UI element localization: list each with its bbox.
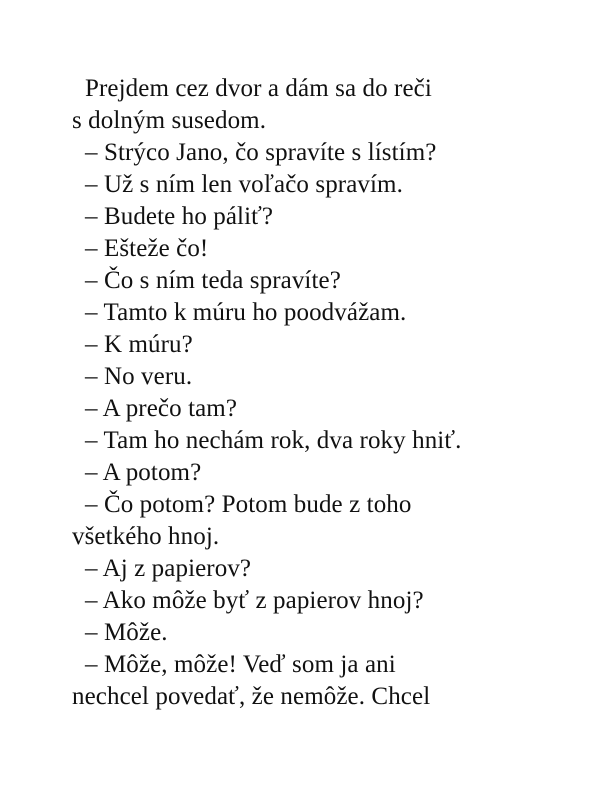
text-line: – Tam ho nechám rok, dva roky hniť. xyxy=(85,427,462,454)
text-line: – Strýco Jano, čo spravíte s lístím? xyxy=(85,139,437,166)
text-line: – Budete ho páliť? xyxy=(85,203,274,230)
text-line: – Čo s ním teda spravíte? xyxy=(85,267,341,294)
text-line: – Ešteže čo! xyxy=(85,235,209,262)
text-line: všetkého hnoj. xyxy=(72,523,220,550)
text-line: – A prečo tam? xyxy=(85,395,238,422)
text-line: – Tamto k múru ho poodvážam. xyxy=(85,299,407,326)
text-line: – A potom? xyxy=(85,459,202,486)
text-line: – Ako môže byť z papierov hnoj? xyxy=(85,587,424,614)
text-line: – Môže. xyxy=(85,619,168,646)
text-line: – Aj z papierov? xyxy=(85,555,252,582)
text-line: – Už s ním len voľačo spravím. xyxy=(85,171,403,198)
story-text xyxy=(72,73,592,713)
text-line: Prejdem cez dvor a dám sa do reči xyxy=(85,75,432,102)
text-line: – K múru? xyxy=(85,331,193,358)
text-line: nechcel povedať, že nemôže. Chcel xyxy=(72,683,431,710)
text-line: – No veru. xyxy=(85,363,193,390)
text-line: – Čo potom? Potom bude z toho xyxy=(85,491,412,518)
text-line: s dolným susedom. xyxy=(72,107,267,134)
text-line: – Môže, môže! Veď som ja ani xyxy=(85,651,396,678)
